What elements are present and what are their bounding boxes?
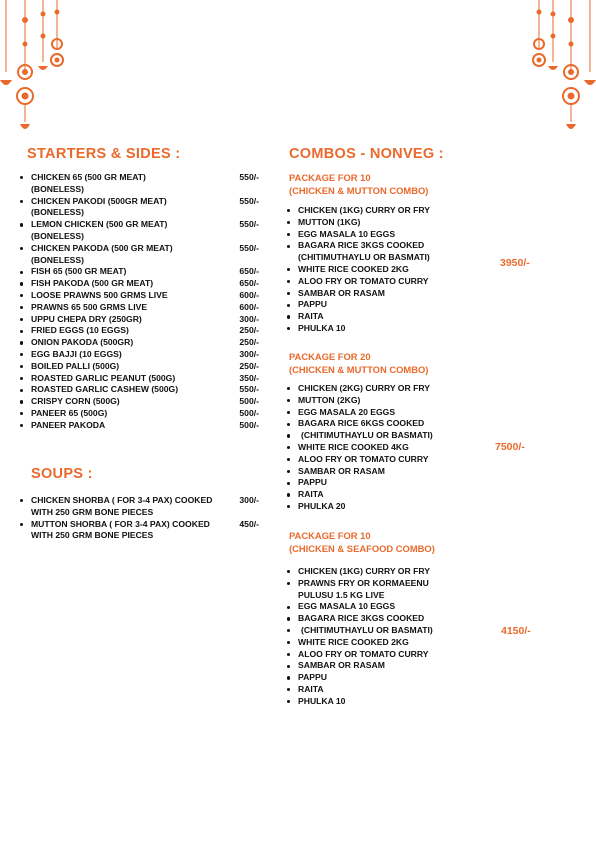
list-item	[19, 219, 259, 243]
item-price: 250/-	[239, 337, 259, 348]
list-item	[286, 264, 466, 276]
list-item	[19, 290, 259, 302]
package-2-price: 7500/-	[495, 441, 525, 453]
list-item	[19, 302, 259, 314]
list-item	[286, 672, 466, 684]
item-price: 650/-	[239, 266, 259, 277]
package-2-subtitle: (CHICKEN & MUTTON COMBO)	[289, 363, 429, 375]
package-1-title: PACKAGE FOR 10	[289, 172, 371, 183]
item-name: SAMBAR OR RASAM	[298, 287, 385, 298]
item-name: CHICKEN (1KG) CURRY OR FRY	[298, 566, 430, 576]
item-name: RAITA	[298, 311, 324, 322]
item-name: CHICKEN (1KG) CURRY OR FRY	[298, 205, 430, 215]
item-name: LOOSE PRAWNS 500 GRMS LIVE	[31, 289, 168, 300]
item-name: PAPPU	[298, 477, 327, 488]
item-name: EGG MASALA 10 EGGS	[298, 601, 396, 612]
list-item	[286, 454, 466, 466]
list-item	[286, 566, 466, 578]
list-item	[286, 311, 466, 323]
list-item	[286, 649, 466, 661]
starters-list	[19, 172, 259, 432]
item-name: RAITA	[298, 489, 324, 500]
item-name: EGG MASALA 20 EGGS	[298, 406, 396, 417]
list-item	[19, 266, 259, 278]
list-item	[19, 337, 259, 349]
item-name: PAPPU	[298, 299, 327, 310]
item-name: CHICKEN PAKODI (500GR MEAT) (BONELESS)	[31, 195, 167, 218]
list-item	[19, 278, 259, 290]
list-item	[286, 240, 466, 264]
package-2-items	[286, 383, 466, 513]
package-1-items	[286, 205, 466, 335]
package-1-header	[289, 172, 428, 197]
list-item	[286, 625, 466, 637]
list-item	[19, 373, 259, 385]
package-2-title: PACKAGE FOR 20	[289, 351, 371, 362]
list-item	[286, 407, 466, 419]
item-name: WHITE RICE COOKED 2KG	[298, 263, 409, 274]
item-price: 250/-	[239, 360, 259, 371]
list-item	[286, 501, 466, 513]
item-price: 550/-	[239, 219, 259, 230]
item-price: 250/-	[239, 325, 259, 336]
item-price: 600/-	[239, 289, 259, 300]
item-price: 600/-	[239, 301, 259, 312]
item-price: 550/-	[239, 172, 259, 182]
package-3-items	[286, 566, 466, 708]
list-item	[286, 383, 466, 395]
package-2-header	[289, 351, 428, 376]
item-name: WHITE RICE COOKED 2KG	[298, 636, 409, 647]
list-item	[286, 660, 466, 672]
item-name: PHULKA 10	[298, 322, 346, 333]
list-item	[286, 601, 466, 613]
list-item	[19, 172, 259, 196]
list-item	[286, 299, 466, 311]
list-item	[19, 384, 259, 396]
item-name: BOILED PALLI (500G)	[31, 360, 120, 371]
list-item	[19, 349, 259, 361]
list-item	[286, 442, 466, 454]
list-item	[19, 361, 259, 373]
package-3-price: 4150/-	[501, 625, 531, 637]
item-name: EGG MASALA 10 EGGS	[298, 228, 396, 239]
item-name: CRISPY CORN (500G)	[31, 396, 120, 407]
list-item	[19, 396, 259, 408]
list-item	[286, 477, 466, 489]
item-price: 550/-	[239, 242, 259, 253]
list-item	[286, 578, 466, 602]
package-1-price: 3950/-	[500, 257, 530, 269]
item-name: PAPPU	[298, 672, 327, 683]
item-name: MUTTON SHORBA ( FOR 3-4 PAX) COOKED WITH 250 GRM BONE PIECES	[31, 518, 210, 541]
starters-heading: STARTERS & SIDES :	[27, 146, 181, 162]
item-price: 300/-	[239, 348, 259, 359]
item-name: BAGARA RICE 3KGS COOKED	[298, 613, 425, 624]
package-3-title: PACKAGE FOR 10	[289, 530, 371, 541]
hanging-lamps-left-icon	[0, 0, 80, 140]
item-price: 300/-	[239, 495, 259, 505]
list-item	[286, 229, 466, 241]
soups-list	[19, 495, 259, 542]
item-price: 500/-	[239, 396, 259, 407]
item-name: EGG BAJJI (10 EGGS)	[31, 348, 122, 359]
item-name: WHITE RICE COOKED 4KG	[298, 441, 409, 452]
list-item	[286, 489, 466, 501]
list-item	[286, 613, 466, 625]
list-item	[19, 314, 259, 326]
item-name: SAMBAR OR RASAM	[298, 465, 385, 476]
item-name: MUTTON (1KG)	[298, 216, 361, 227]
list-item	[19, 243, 259, 267]
item-price: 500/-	[239, 419, 259, 430]
list-item	[286, 637, 466, 649]
item-name: FISH 65 (500 GR MEAT)	[31, 266, 127, 277]
item-name: LEMON CHICKEN (500 GR MEAT) (BONELESS)	[31, 219, 168, 241]
item-name: BAGARA RICE 6KGS COOKED	[298, 418, 425, 429]
package-1-subtitle: (CHICKEN & MUTTON COMBO)	[289, 184, 429, 196]
list-item	[19, 519, 259, 543]
list-item	[19, 420, 259, 432]
item-name: FRIED EGGS (10 EGGS)	[31, 325, 129, 336]
item-name: (CHITIMUTHAYLU OR BASMATI)	[301, 624, 433, 635]
item-name: CHICKEN 65 (500 GR MEAT) (BONELESS)	[31, 172, 146, 194]
item-price: 450/-	[239, 518, 259, 529]
item-name: CHICKEN PAKODA (500 GR MEAT) (BONELESS)	[31, 242, 173, 265]
item-name: SAMBAR OR RASAM	[298, 660, 385, 671]
item-price: 500/-	[239, 407, 259, 418]
list-item	[19, 408, 259, 420]
item-name: CHICKEN (2KG) CURRY OR FRY	[298, 383, 430, 393]
list-item	[286, 696, 466, 708]
item-name: RAITA	[298, 683, 324, 694]
item-name: ALOO FRY OR TOMATO CURRY	[298, 275, 429, 286]
item-price: 550/-	[239, 195, 259, 206]
list-item	[286, 205, 466, 217]
list-item	[286, 288, 466, 300]
item-name: ONION PAKODA (500GR)	[31, 337, 134, 348]
list-item	[286, 684, 466, 696]
list-item	[286, 418, 466, 430]
list-item	[286, 217, 466, 229]
list-item	[19, 325, 259, 337]
item-name: FISH PAKODA (500 GR MEAT)	[31, 278, 154, 289]
item-name: BAGARA RICE 3KGS COOKED (CHITIMUTHAYLU OR BASMATI)	[298, 240, 430, 263]
list-item	[286, 276, 466, 288]
item-price: 650/-	[239, 278, 259, 289]
item-name: PANEER PAKODA	[31, 419, 106, 430]
item-price: 300/-	[239, 313, 259, 324]
list-item	[286, 466, 466, 478]
item-name: ALOO FRY OR TOMATO CURRY	[298, 648, 429, 659]
soups-heading: SOUPS :	[31, 466, 93, 482]
list-item	[286, 395, 466, 407]
item-name: (CHITIMUTHAYLU OR BASMATI)	[301, 430, 433, 441]
list-item	[286, 323, 466, 335]
hanging-lamps-right-icon	[516, 0, 596, 140]
list-item	[19, 196, 259, 220]
item-name: MUTTON (2KG)	[298, 394, 361, 405]
item-price: 350/-	[239, 372, 259, 383]
item-name: PANEER 65 (500G)	[31, 407, 108, 418]
item-name: ROASTED GARLIC PEANUT (500G)	[31, 372, 176, 383]
item-name: UPPU CHEPA DRY (250GR)	[31, 313, 142, 324]
list-item	[286, 430, 466, 442]
item-name: PRAWNS 65 500 GRMS LIVE	[31, 301, 148, 312]
item-name: ALOO FRY OR TOMATO CURRY	[298, 453, 429, 464]
item-price: 550/-	[239, 384, 259, 395]
item-name: ROASTED GARLIC CASHEW (500G)	[31, 384, 179, 395]
item-name: CHICKEN SHORBA ( FOR 3-4 PAX) COOKED WITH 250 GRM BONE PIECES	[31, 495, 213, 517]
package-3-subtitle: (CHICKEN & SEAFOOD COMBO)	[289, 542, 435, 554]
item-name: PHULKA 20	[298, 500, 346, 511]
package-3-header	[289, 530, 435, 555]
list-item	[19, 495, 259, 519]
item-name: PRAWNS FRY OR KORMAEENU PULUSU 1.5 KG LIVE	[298, 577, 429, 600]
item-name: PHULKA 10	[298, 695, 346, 706]
combos-heading: COMBOS - NONVEG :	[289, 146, 444, 162]
